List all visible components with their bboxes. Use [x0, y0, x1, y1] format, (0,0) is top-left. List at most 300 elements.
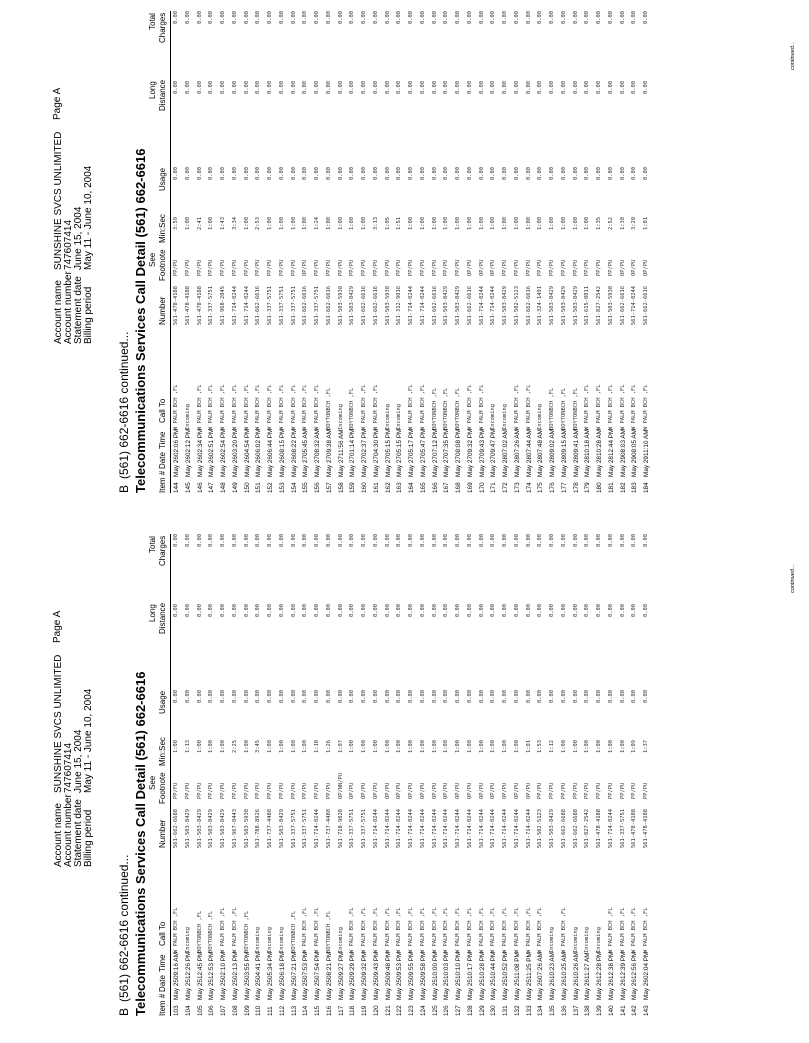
total-charges: 0.00	[278, 11, 285, 24]
item-number: 103	[173, 1005, 180, 1016]
footnote: PP/PU	[643, 782, 649, 799]
min-sec: 1:00	[372, 740, 379, 753]
total-charges: 0.00	[607, 534, 614, 547]
call-to: Incoming	[396, 404, 403, 430]
total-charges: 0.00	[314, 534, 320, 547]
total-charges: 0.00	[325, 11, 332, 24]
min-sec: 1:00	[619, 740, 626, 753]
phone-number: 561-714-0244	[443, 809, 450, 848]
table-row	[218, 11, 230, 493]
total-charges: 0.00	[384, 534, 391, 547]
phone-number: 561-662-6616	[466, 286, 473, 325]
long-distance: 0.00	[455, 604, 461, 617]
long-distance: 0.00	[361, 604, 367, 617]
usage: 0.00	[396, 167, 403, 180]
footnote: PP/PU	[220, 259, 226, 276]
call-to: W PALM BCH ,FL	[525, 907, 532, 953]
call-to: W PALM BCH ,FL	[537, 907, 544, 953]
footnote: PP/PU	[184, 782, 191, 799]
table-row	[571, 11, 583, 493]
phone-number: 561-615-0011	[584, 286, 591, 325]
call-date: May 29	[643, 456, 650, 477]
item-number: 162	[384, 482, 392, 493]
phone-number: 561-788-8926	[255, 809, 262, 848]
call-time: 02:12 PM	[184, 428, 192, 456]
call-date: May 26	[572, 979, 580, 1000]
min-sec: 1:00	[607, 740, 614, 753]
call-date: May 26	[255, 456, 263, 477]
call-to: W PALM BCH ,FL	[396, 907, 403, 953]
total-charges: 0.00	[560, 11, 567, 24]
phone-number: 561-503-8429	[184, 809, 191, 848]
call-time: 09:55 PM	[408, 951, 415, 979]
call-time: 12:39 PM	[619, 951, 627, 979]
call-date: May 26	[290, 456, 298, 477]
call-date: May 26	[196, 456, 204, 477]
call-to: BOYTONBCH ,FL	[455, 387, 461, 430]
usage: 0.00	[314, 690, 320, 703]
total-charges: 0.00	[173, 534, 179, 547]
phone-number: 561-714-0244	[243, 286, 250, 325]
call-date: May 28	[607, 456, 615, 477]
usage: 0.00	[173, 167, 179, 180]
call-to: W PALM BCH ,FL	[560, 907, 567, 953]
section-heading	[117, 332, 131, 493]
min-sec: 1:00	[361, 740, 367, 753]
usage: 0.00	[384, 690, 391, 703]
call-time: 08:03 AM	[619, 428, 627, 456]
usage: 0.00	[372, 167, 379, 180]
call-time: 06:44 PM	[267, 428, 274, 456]
footnote: OP/PU	[466, 782, 473, 799]
item-number: 107	[220, 1005, 227, 1016]
call-to: BOYTONBCH ,FL	[325, 387, 332, 430]
call-time: 10:23 AM	[549, 951, 556, 979]
min-sec: 1:00	[490, 740, 497, 753]
footnote: PP/PU	[255, 782, 262, 799]
long-distance: 0.00	[184, 604, 191, 617]
call-time: 04:54 PM	[243, 428, 251, 456]
footnote: PP/PU	[314, 259, 320, 276]
col-see: See	[148, 775, 157, 790]
min-sec: 1:24	[314, 217, 320, 230]
total-charges: 0.00	[596, 11, 602, 24]
call-time: 07:53 PM	[302, 951, 310, 979]
long-distance: 0.00	[278, 81, 285, 94]
footnote: OP/PU	[443, 782, 450, 799]
phone-number: 561-503-8429	[455, 286, 461, 325]
table-row	[383, 11, 395, 493]
table-row	[265, 11, 277, 493]
item-number: 175	[537, 482, 545, 493]
footnote: OP/PU	[525, 782, 532, 799]
call-time: 07:44 AM	[525, 428, 533, 456]
usage: 0.00	[525, 167, 532, 180]
item-number: 165	[419, 482, 427, 493]
min-sec: 1:00	[455, 217, 461, 230]
usage: 0.00	[290, 167, 297, 180]
call-to: W PALM BCH ,FL	[372, 384, 379, 430]
total-charges: 0.00	[396, 534, 403, 547]
phone-number: 561-714-0244	[419, 809, 426, 848]
table-row	[547, 11, 559, 493]
footnote: PP/PU	[278, 259, 285, 276]
min-sec: 1:35	[596, 217, 602, 230]
call-to: W PALM BCH ,FL	[302, 384, 309, 430]
call-time: 09:32 PM	[466, 428, 474, 456]
table-row	[242, 11, 254, 493]
call-date: May 26	[619, 979, 627, 1000]
total-charges: 0.00	[572, 534, 579, 547]
call-time: 05:45 AM	[302, 428, 310, 456]
phone-number: 561-502-5123	[513, 286, 520, 325]
min-sec: 1:00	[466, 217, 473, 230]
table-row	[336, 11, 348, 493]
usage: 0.00	[549, 690, 555, 703]
col-number: Number	[158, 819, 167, 848]
item-number: 131	[502, 1005, 509, 1016]
total-charges: 0.00	[267, 11, 273, 24]
col-min-sec: Min:Sec	[158, 737, 167, 766]
footnote: OP/PU	[490, 259, 497, 276]
total-charges: 0.00	[396, 11, 403, 24]
statement-date-label: Statement date	[73, 276, 84, 344]
call-time: 07:02 AM	[502, 428, 509, 456]
call-to: Incoming	[184, 927, 191, 953]
footnote: PP/PU	[302, 782, 309, 799]
usage: 0.00	[631, 167, 638, 180]
call-date: May 27	[325, 456, 333, 477]
long-distance: 0.00	[466, 81, 473, 94]
usage: 0.00	[290, 690, 297, 703]
total-charges: 0.00	[419, 534, 426, 547]
item-number: 104	[184, 1005, 192, 1016]
total-charges: 0.00	[455, 534, 461, 547]
phone-number: 561-714-0244	[502, 809, 508, 848]
footnote: PP/PU	[314, 782, 320, 799]
total-charges: 0.00	[267, 534, 273, 547]
call-date: May 25	[502, 979, 509, 1000]
table-row	[289, 11, 301, 493]
account-name-label: Account name	[53, 803, 64, 867]
table-row	[206, 534, 218, 1016]
usage: 0.00	[361, 690, 367, 703]
call-time: 10:18 AM	[584, 428, 592, 456]
call-date: May 28	[502, 456, 509, 477]
call-date: May 25	[431, 979, 439, 1000]
table-row	[477, 11, 489, 493]
phone-number: 561-337-5751	[349, 809, 356, 848]
item-number: 126	[443, 1005, 451, 1016]
min-sec: 1:00	[431, 740, 438, 753]
long-distance: 0.00	[220, 81, 226, 94]
table-row	[206, 11, 218, 493]
call-date: May 25	[267, 979, 274, 1000]
call-time: 07:48 AM	[537, 428, 545, 456]
usage: 0.00	[208, 167, 215, 180]
usage: 0.00	[572, 690, 579, 703]
phone-number: 561-503-5930	[607, 286, 614, 325]
min-sec: 1:00	[290, 217, 297, 230]
call-to: Incoming	[267, 927, 273, 953]
min-sec: 1:00	[443, 217, 450, 230]
min-sec: 1:00	[584, 217, 591, 230]
footnote: PP/PU	[607, 259, 614, 276]
min-sec: 1:00	[267, 740, 273, 753]
table-row	[300, 11, 312, 493]
col-long: Long	[148, 604, 157, 622]
footnote: PP/PU	[243, 259, 250, 276]
footnote: PP/PU	[231, 782, 238, 799]
min-sec: 1:00	[525, 217, 532, 230]
table-row	[347, 534, 359, 1016]
call-time: 09:41 AM	[572, 428, 580, 456]
min-sec: 1:00	[408, 740, 414, 753]
phone-number: 561-478-4188	[173, 286, 179, 325]
call-time: 02:51 PM	[208, 428, 216, 456]
item-number: 146	[196, 482, 204, 493]
footnote: PP/PU	[208, 259, 215, 276]
item-number: 121	[384, 1005, 392, 1016]
call-time: 09:27 PM	[337, 951, 345, 979]
phone-number: 561-968-2045	[220, 286, 226, 325]
call-to: W PALM BCH ,FL	[513, 384, 520, 430]
usage: 0.00	[408, 690, 414, 703]
usage: 0.00	[431, 167, 438, 180]
call-to: W PALM BCH ,FL	[596, 384, 602, 430]
item-number: 168	[455, 482, 462, 493]
usage: 0.00	[196, 690, 203, 703]
call-to: Incoming	[572, 927, 579, 953]
total-charges: 0.00	[325, 534, 332, 547]
call-to: W PALM BCH ,FL	[173, 907, 179, 953]
footnote: PP/PU	[255, 259, 262, 276]
long-distance: 0.00	[255, 81, 262, 94]
call-date: May 26	[643, 979, 650, 1000]
call-to: W PALM BCH ,FL	[290, 384, 297, 430]
call-time: 08:21 PM	[325, 951, 333, 979]
footnote: PP/PU	[196, 259, 203, 276]
call-to: Incoming	[537, 404, 544, 430]
usage: 0.00	[220, 690, 226, 703]
footnote: OP/PU	[478, 782, 485, 799]
table-row	[559, 11, 571, 493]
item-number: 157	[325, 482, 333, 493]
col-total: Total	[148, 13, 157, 30]
call-to: W PALM BCH ,FL	[384, 907, 391, 953]
min-sec: 1:37	[643, 740, 649, 753]
col-usage: Usage	[158, 690, 167, 714]
usage: 0.00	[443, 690, 450, 703]
table-row	[171, 11, 183, 493]
phone-number: 561-714-0244	[419, 286, 426, 325]
item-number: 159	[349, 482, 357, 493]
phone-number: 561-662-6688	[560, 809, 567, 848]
table-row	[594, 534, 606, 1016]
usage: 0.00	[231, 167, 238, 180]
call-time: 06:02 PM	[255, 428, 263, 456]
call-date: May 25	[513, 979, 521, 1000]
min-sec: 3:45	[255, 740, 262, 753]
item-number: 173	[513, 482, 521, 493]
table-row	[183, 534, 195, 1016]
col-date: Date	[158, 975, 167, 992]
call-time: 09:48 PM	[384, 951, 392, 979]
call-date: May 26	[560, 979, 568, 1000]
footnote: PP/PU	[267, 259, 273, 276]
call-to: W PALM BCH ,FL	[443, 907, 450, 953]
long-distance: 0.00	[220, 604, 226, 617]
phone-number: 561-503-8429	[220, 809, 226, 848]
phone-number: 561-337-5751	[361, 809, 367, 848]
phone-number: 561-337-5751	[314, 286, 320, 325]
phone-number: 561-714-0244	[372, 809, 379, 848]
table-row	[359, 11, 371, 493]
long-distance: 0.00	[443, 604, 450, 617]
min-sec: 1:00	[184, 217, 191, 230]
call-date: May 26	[220, 456, 227, 477]
long-distance: 0.00	[607, 81, 614, 94]
call-time: 12:56 PM	[631, 951, 639, 979]
call-time: 07:12 PM	[431, 428, 439, 456]
min-sec: 2:52	[607, 217, 614, 230]
total-charges: 0.00	[361, 11, 367, 24]
call-date: May 25	[314, 979, 321, 1000]
usage: 0.00	[173, 690, 179, 703]
min-sec: 1:12	[549, 740, 555, 753]
total-charges: 0.00	[278, 534, 285, 547]
total-charges: 0.00	[631, 11, 638, 24]
call-to: W PALM BCH ,FL	[196, 384, 203, 430]
call-date: May 27	[455, 456, 462, 477]
table-row	[418, 11, 430, 493]
account-name-value: SUNSHINE SVCS UNLIMITED	[53, 131, 64, 270]
item-number: 144	[173, 482, 180, 493]
table-row	[535, 11, 547, 493]
phone-number: 561-337-5751	[302, 809, 309, 848]
usage: 0.00	[596, 690, 602, 703]
total-charges: 0.00	[349, 11, 356, 24]
long-distance: 0.00	[525, 81, 532, 94]
phone-number: 561-718-9028	[337, 809, 344, 848]
footnote: PP/PU	[325, 259, 332, 276]
item-number: 161	[372, 482, 380, 493]
call-to: Incoming	[584, 927, 591, 953]
call-to: Incoming	[549, 927, 555, 953]
call-time: 02:06 PM	[173, 428, 180, 456]
call-to: BOYTONBCH ,FL	[243, 910, 250, 953]
long-distance: 0.00	[302, 604, 309, 617]
total-charges: 0.00	[549, 534, 555, 547]
call-date: May 25	[337, 979, 345, 1000]
phone-number: 561-337-5751	[267, 286, 273, 325]
min-sec: 1:00	[560, 217, 567, 230]
call-detail-title: Telecommunications Services Call Detail (561) 662-6616	[133, 148, 148, 493]
call-date: May 27	[384, 456, 392, 477]
phone-number: 561-503-8429	[572, 286, 579, 325]
item-number: 106	[208, 1005, 216, 1016]
call-to: W PALM BCH ,FL	[643, 384, 649, 430]
footnote: PP/PU	[584, 259, 591, 276]
call-date: May 27	[314, 456, 321, 477]
footnote: PP/PU	[572, 782, 579, 799]
usage: 0.00	[255, 167, 262, 180]
footnote: PP/PU	[431, 259, 438, 276]
item-number: 155	[302, 482, 310, 493]
call-to: BOYTONBCH ,FL	[431, 387, 438, 430]
footnote: PP/PU	[525, 259, 532, 276]
phone-number: 561-478-4188	[643, 809, 649, 848]
footnote: PP/PU	[455, 259, 461, 276]
usage: 0.00	[384, 167, 391, 180]
footnote: OP/PU	[478, 259, 485, 276]
total-charges: 0.00	[431, 534, 438, 547]
footnote: PP/PU	[596, 782, 602, 799]
table-row	[324, 534, 336, 1016]
table-row	[594, 11, 606, 493]
usage: 0.00	[325, 690, 332, 703]
total-charges: 0.00	[173, 11, 179, 24]
total-charges: 0.00	[643, 534, 649, 547]
min-sec: 1:00	[302, 740, 309, 753]
call-date: May 25	[173, 979, 180, 1000]
table-row	[606, 534, 618, 1016]
call-date: May 27	[396, 456, 404, 477]
item-number: 123	[408, 1005, 415, 1016]
total-charges: 0.00	[619, 11, 626, 24]
total-charges: 0.00	[560, 534, 567, 547]
call-date: May 25	[361, 979, 368, 1000]
call-to: W PALM BCH ,FL	[278, 384, 285, 430]
table-row	[582, 11, 594, 493]
footnote: OP/NN/PU	[337, 773, 344, 799]
usage: 0.00	[243, 167, 250, 180]
footnote: PP/PU	[173, 259, 179, 276]
footnote: OP/PU	[643, 259, 649, 276]
long-distance: 0.00	[549, 81, 555, 94]
call-time: 05:15 PM	[384, 428, 392, 456]
total-charges: 0.00	[431, 11, 438, 24]
statement-date-value: June 15, 2004	[73, 729, 84, 793]
call-to: W PALM BCH ,FL	[372, 907, 379, 953]
call-date: May 25	[220, 979, 227, 1000]
section-text: (561) 662-6616 continued...	[117, 331, 131, 479]
min-sec: 1:00	[290, 740, 297, 753]
total-charges: 0.00	[349, 534, 356, 547]
long-distance: 0.00	[560, 604, 567, 617]
item-number: 141	[619, 1005, 627, 1016]
phone-number: 561-714-0244	[513, 809, 520, 848]
usage: 0.00	[455, 167, 461, 180]
phone-number: 561-503-5930	[337, 286, 344, 325]
table-row	[547, 534, 559, 1016]
min-sec: 1:00	[490, 217, 497, 230]
call-date: May 25	[466, 979, 474, 1000]
call-date: May 27	[431, 456, 439, 477]
long-distance: 0.00	[325, 604, 332, 617]
min-sec: 1:00	[278, 217, 285, 230]
min-sec: 1:00	[396, 740, 403, 753]
long-distance: 0.00	[314, 604, 320, 617]
item-number: 179	[584, 482, 592, 493]
item-number: 156	[314, 482, 321, 493]
item-number: 119	[361, 1005, 368, 1016]
min-sec: 1:30	[619, 217, 626, 230]
col-call-to: Call To	[158, 921, 167, 946]
table-row	[277, 534, 289, 1016]
call-time: 03:20 PM	[231, 428, 239, 456]
call-date: May 27	[419, 456, 427, 477]
